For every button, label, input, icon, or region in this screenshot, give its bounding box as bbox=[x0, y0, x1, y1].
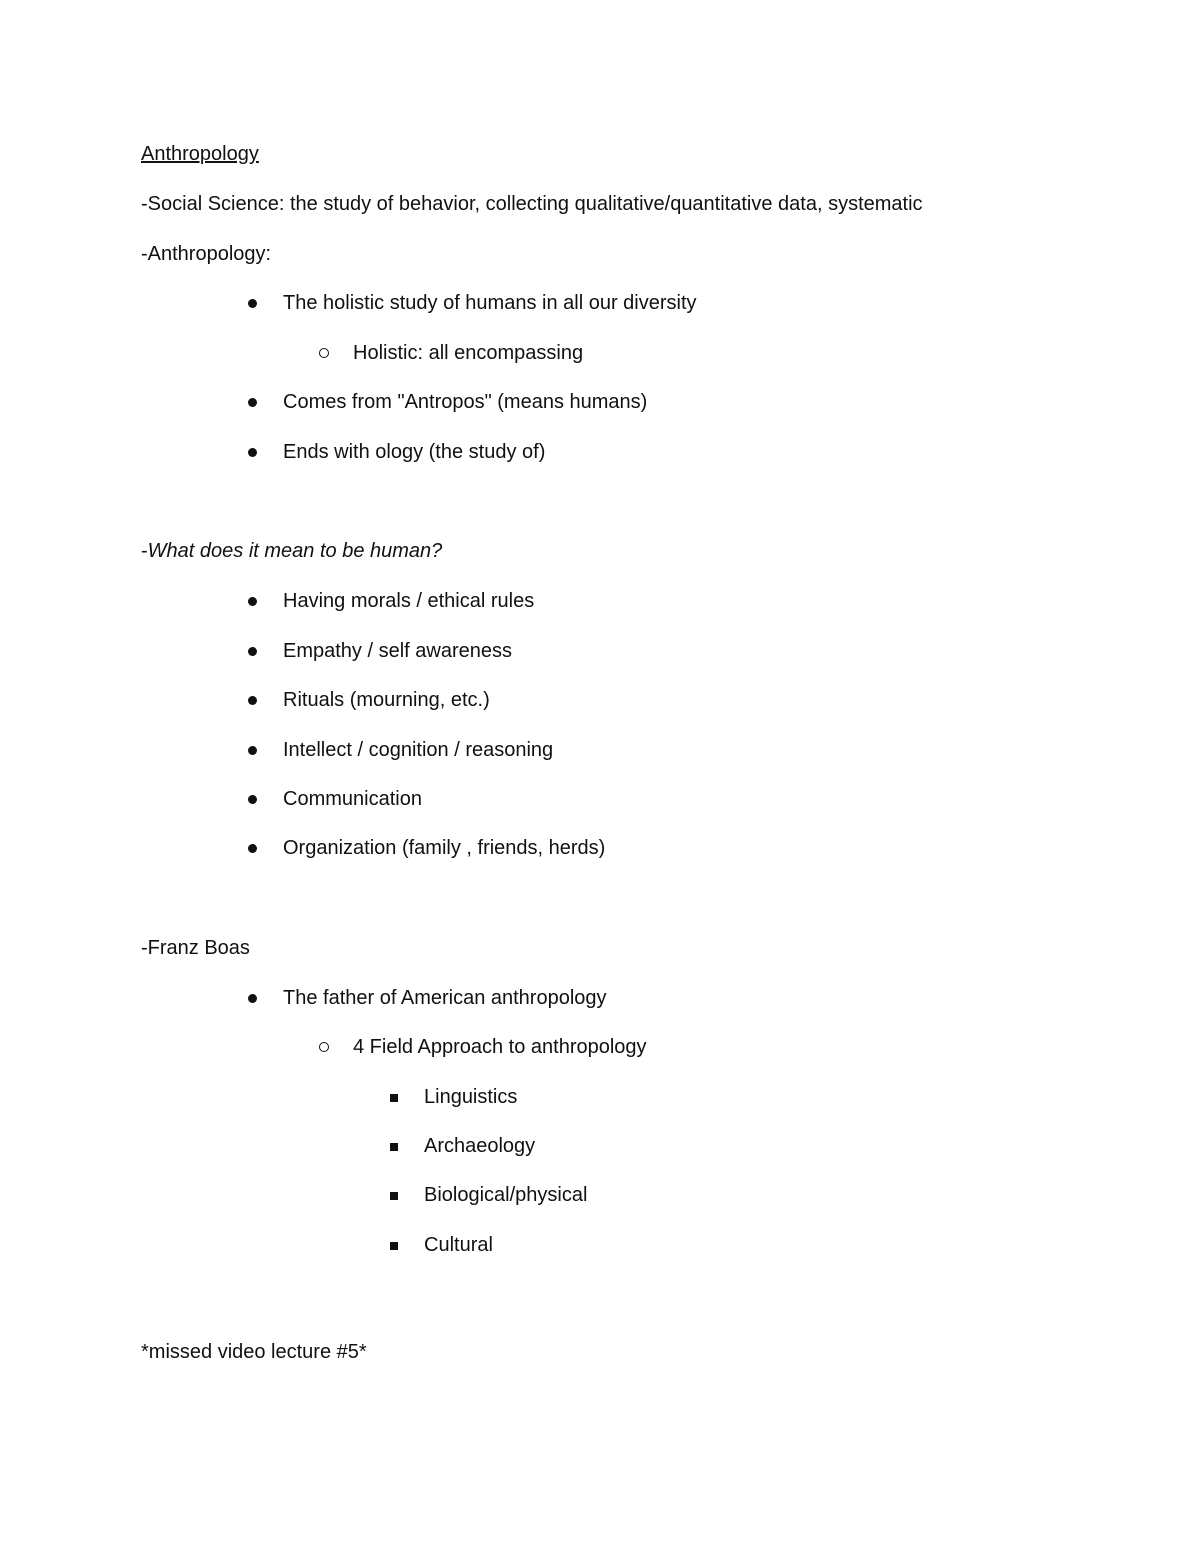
list-item bbox=[283, 787, 422, 811]
social-science-line: -Social Science: the study of behavior, collecting qualitative/quantitative data, systematic bbox=[141, 193, 923, 215]
list-item bbox=[283, 291, 697, 315]
franz-boas-heading: -Franz Boas bbox=[141, 937, 250, 959]
bullet-square-icon bbox=[390, 1143, 398, 1151]
question-text: What does it mean to be human? bbox=[147, 540, 443, 562]
bullet-disc-icon bbox=[248, 398, 257, 407]
list-item-text: Empathy / self awareness bbox=[283, 640, 512, 662]
list-item bbox=[283, 986, 607, 1010]
list-item bbox=[283, 589, 534, 613]
bullet-circle-icon bbox=[319, 348, 329, 358]
list-item-text: Having morals / ethical rules bbox=[283, 590, 535, 612]
list-item-text: Communication bbox=[283, 788, 422, 810]
list-item bbox=[353, 1035, 647, 1059]
bullet-disc-icon bbox=[248, 448, 257, 457]
bullet-square-icon bbox=[390, 1192, 398, 1200]
list-item-text: Ends with ology (the study of) bbox=[283, 441, 546, 463]
list-item-text: Linguistics bbox=[424, 1086, 518, 1108]
bullet-disc-icon bbox=[248, 844, 257, 853]
list-item-text: 4 Field Approach to anthropology bbox=[353, 1036, 647, 1058]
bullet-disc-icon bbox=[248, 299, 257, 308]
list-item bbox=[424, 1233, 493, 1257]
list-item bbox=[424, 1085, 517, 1109]
list-item-text: Biological/physical bbox=[424, 1184, 588, 1206]
bullet-circle-icon bbox=[319, 1042, 329, 1052]
list-item-text: Holistic: all encompassing bbox=[353, 342, 584, 364]
page-title: Anthropology bbox=[141, 143, 259, 165]
list-item-text: Archaeology bbox=[424, 1135, 536, 1157]
list-item bbox=[283, 738, 553, 762]
bullet-square-icon bbox=[390, 1094, 398, 1102]
list-item-text: Organization (family , friends, herds) bbox=[283, 837, 606, 859]
bullet-disc-icon bbox=[248, 647, 257, 656]
bullet-disc-icon bbox=[248, 795, 257, 804]
list-item-text: The father of American anthropology bbox=[283, 987, 607, 1009]
list-item bbox=[283, 836, 605, 860]
list-item bbox=[283, 688, 490, 712]
list-item-text: Comes from "Antropos" (means humans) bbox=[283, 391, 648, 413]
list-item bbox=[283, 440, 545, 464]
dash-prefix: - bbox=[141, 540, 148, 562]
bullet-disc-icon bbox=[248, 597, 257, 606]
bullet-disc-icon bbox=[248, 696, 257, 705]
list-item bbox=[283, 639, 512, 663]
list-item bbox=[353, 341, 583, 365]
list-item-text: Cultural bbox=[424, 1234, 493, 1256]
human-question-heading bbox=[141, 539, 442, 563]
bullet-disc-icon bbox=[248, 994, 257, 1003]
list-item-text: The holistic study of humans in all our diversity bbox=[283, 292, 697, 314]
list-item-text: Intellect / cognition / reasoning bbox=[283, 739, 554, 761]
list-item bbox=[424, 1134, 535, 1158]
bullet-disc-icon bbox=[248, 746, 257, 755]
list-item-text: Rituals (mourning, etc.) bbox=[283, 689, 490, 711]
bullet-square-icon bbox=[390, 1242, 398, 1250]
list-item bbox=[283, 390, 647, 414]
footer-note: *missed video lecture #5* bbox=[141, 1341, 367, 1363]
anthropology-heading: -Anthropology: bbox=[141, 243, 272, 265]
list-item bbox=[424, 1183, 587, 1207]
